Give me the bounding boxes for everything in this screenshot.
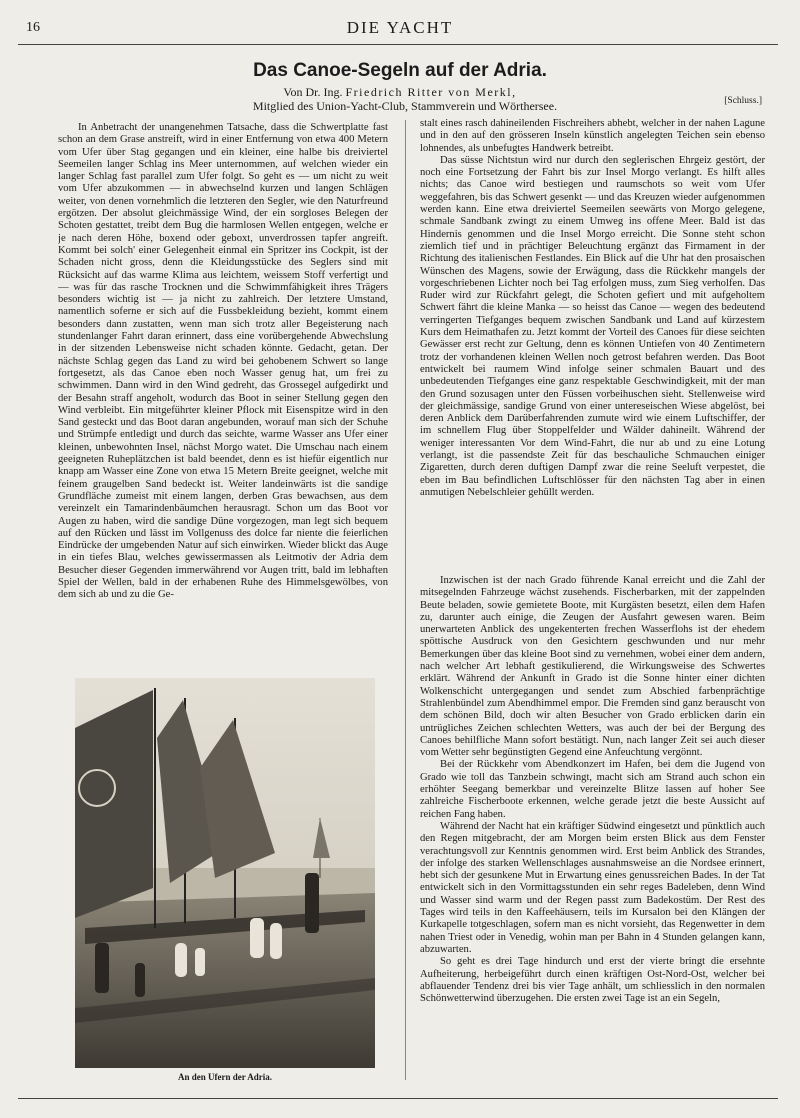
paragraph: stalt eines rasch dahineilenden Fischreihers abhebt, welcher in der nahen Lagune und in den auf den grösseren Inseln künstlich angelegten Teichen sein ebenso lohnendes, als unbefugtes Handwerk betreibt. bbox=[420, 118, 765, 154]
paragraph: Das süsse Nichtstun wird nur durch den seglerischen Ehrgeiz gestört, der noch eine Fortsetzung der Fahrt bis zur Insel Morgo verlangt. Es hilft alles nichts; das Canoe wird bestiegen und raumschots so weit vom Ufer weggefahren, bis das Schwert gesenkt — und das Kreuzen wieder aufgenommen werden kann. Eine etwa dreiviertel Seemeilen seewärts von Morgo gelegene, schmale Sandbank zwingt zu einem Umweg ins offene Meer. Bald ist das Hindernis genommen und die Insel Morgo erreicht. Die Sonne steht schon ziemlich tief und in prächtiger Beleuchtung ergänzt das Firmament in der Richtung des italienischen Festlandes. Ein Blick auf die Uhr hat den prosaischen Wünschen des Magens, sowie der Erwägung, dass die Rückkehr mangels der vorgeschriebenen Lichter noch bei Tag erfolgen muss, zum Sieg verholfen. Das Ruder wird zur Rückfahrt gelegt, die Schoten gefiert und mit aufgeholtem Schwert fährt die kleine Manka — so heisst das Canoe — wegen des bedeutend verringerten Tiefganges bequem zwischen Sandbank und Land auf kürzestem Kurs dem Heimathafen zu. Jetzt kommt der Vorteil des Canoes für diese seichten Gewässer erst recht zur Geltung, denn es können Untiefen von 40 Zentimetern trotz der vorhandenen kleinen Wellen noch getrost befahren werden. Das Boot entwickelt bei raumem Wind infolge seiner schmalen Bauart und des unbedeutenden Tiefganges eine ganz respektable Geschwindigkeit, mit der man den Grund sozusagen unter den Füssen vorbeihuschen sieht. Stellenweise wird der gleichmässige, sandige Grund von einer untereseischen Wiese abgelöst, bei deren Anblick dem Darüberfahrenden zumute wird wie einem Luftschiffer, der im schnellem Flug über Stoppelfelder und Wälder dahineilt. Während der weniger interessanten Vor dem Wind-Fahrt, die nur ab und zu eine Lotung verlangt, ist die passendste Zeit für das beschauliche Schmauchen einiger Zigaretten, durch deren duftigen Dampf zwar die reine Seeluft verpestet, die eben im Bau befindlichen Luftschlösser für den nächsten Tag aber in einen anmutigen Nebelschleier gehüllt werden. bbox=[420, 154, 765, 498]
article-title: Das Canoe-Segeln auf der Adria. bbox=[253, 60, 547, 81]
byline-prefix: Von Dr. Ing. bbox=[283, 85, 343, 99]
author-name: Friedrich Ritter von Merkl, bbox=[345, 85, 517, 99]
page-number: 16 bbox=[26, 20, 40, 35]
column-right-top bbox=[420, 118, 765, 573]
continuation-note: [Schluss.] bbox=[724, 96, 762, 106]
paragraph: In Anbetracht der unangenehmen Tatsache, dass die Schwertplatte fast schon an dem Grase anstreift, wird in einer Entfernung von etwa 400 Metern vom Ufer über Stag gegangen und ein kleiner, eine halbe bis dreiviertel Seemeilen langer Schlag ins Meer unternommen, auf welchen wieder ein langer Schlag fast parallel zum Ufer folgt. So geht es — um nicht zu weit vom Ufer abzukommen — in abwechselnd kurzen und langen Schlägen weiter, von denen vornehmlich die letzteren den Segler, wie den Naturfreund ergötzen. Der absolut gleichmässige Wind, der ein sorgloses Belegen der Schoten gestattet, treibt dem Bug die harmlosen Wellen entgegen, welche er je nach deren Höhe, boxend oder geboxt, unverdrossen tapfer angreift. Kommt bei solch' einer Gelegenheit einmal ein Spritzer ins Cockpit, ist der Schaden nicht gross, denn die Kleidungsstücke des Seglers sind mit Rücksicht auf das warme Klima aus leichtem, weissem Stoff verfertigt und — was für das rasche Trocknen und die Schwimmfähigkeit ihres Trägers besonders wichtig ist — ja nicht zu zahlreich. Der letztere Umstand, namentlich soferne er sich auf die Fussbekleidung bezieht, kommt einem besonders dann zustatten, wenn man sich trotz aller Begeisterung nach stundenlanger Fahrt daran erinnert, dass eine vorübergehende Abwechslung in der sitzenden Lebensweise nicht schaden könnte. Gedacht, getan. Der nächste Schlag gegen das Land zu wird bei gehobenem Schwert so lange fortgesetzt, als das Canoe eben noch Wasser genug hat, um frei zu schwimmen. Dann wird in den Wind gedreht, das Grossegel aufgedirkt und der Besahn straff angeholt, wodurch das Boot in seiner Stellung gegen den Wind verbleibt. Ein mitgeführter kleiner Pflock mit Eisenspitze wird in den Sand gesteckt und das Boot daran angebunden, worauf man sich der Schuhe und Strümpfe entledigt und durch das seichte, warme Wasser ans Ufer einer kleinen, unbewohnten Insel, nächst Morgo watet. Die Umschau nach einem geeigneten Ruheplätzchen ist bald beendet, denn es ist hiefür eigentlich nur knapp am Wasser eine Zone von etwa 15 Metern Breite geeignet, welche mit feinem graugelben Sand bedeckt ist. Weiter landeinwärts ist die sandige Grundfläche zumeist mit einem langen, derben Gras bewachsen, aus dem vereinzelt ein Tamarindenbäumchen herausragt. Schon um das Boot vor Augen zu haben, wird die sandige Düne vorgezogen, man legt sich bequem auf den Rücken und lässt im Vollgenuss des dolce far niente die feierlichen Eindrücke der umgebenden Natur auf sich einwirken. Wieder blickt das Auge in ein tiefes Blau, welches gewissermassen als Leitmotiv der Adria dem Besucher dieser Gegenden immerwährend vor Augen tritt, bald im lebhaften Spiel der Wellen, bald in der erhabenen Ruhe des Himmelsgewölbes, von dem sich ab und zu die Ge- bbox=[58, 122, 388, 601]
header-rule bbox=[18, 44, 778, 45]
paragraph: Während der Nacht hat ein kräftiger Südwind eingesetzt und pünktlich auch den Regen mitgebracht, der am Morgen beim ersten Blick aus dem Fenster verachtungsvoll zur Kenntnis genommen wird. Erst beim Anblick des Strandes, der infolge des starken Wellenschlages ausnahmsweise an die Nordsee erinnert, hebt sich der gesunkene Mut in Erwartung eines genussreichen Bades. In der Tat entwickelt sich in den Vormittagsstunden ein sehr reges Badeleben, denn Wind und Wasser sind warm und der Regen passt zum Badekostüm. Der Rest des Tages wird teils in den Kaffeehäusern, teils im Kursalon bei den Klängen der Kurkapelle totgeschlagen, sofern man es nicht vorsieht, das Regenwetter in dem nahen Triest oder in Venedig, wohin man per Bahn in 4 Stunden gelangen kann, abzuwarten. bbox=[420, 820, 765, 955]
running-head bbox=[0, 20, 800, 44]
author-affiliation: Mitglied des Union-Yacht-Club, Stammverein und Wörthersee. bbox=[252, 99, 558, 113]
photo-illustration bbox=[75, 678, 375, 1068]
journal-name: DIE YACHT bbox=[346, 18, 454, 37]
column-right-bottom bbox=[420, 575, 765, 1090]
column-left bbox=[58, 122, 388, 682]
footer-rule bbox=[18, 1098, 778, 1099]
paragraph: Inzwischen ist der nach Grado führende Kanal erreicht und die Zahl der mitsegelnden Fahrzeuge wächst zusehends. Fischerbarken, mit der zappelnden Beute beladen, sowie gemietete Boote, mit Kurgästen besetzt, eilen dem Hafen zu, darunter auch einige, die Zeugen der Ausfahrt gewesen waren. Beim unerwarteten Anblick des ungekenterten frechen Wasserflohs ist der ehedem spöttische Ausdruck von den Gesichtern geschwunden und nur mehr Bemerkungen über das kleine Boot sind zu vernehmen, wobei einer dem andern, nach welcher Art lebhaft gestikulierend, die Wirkungsweise des Schwertes erklärt. Während der Ankunft in Grado ist die Sonne hinter einer dichten Wolkenschicht untergegangen und sendet zum Abschied farbenprächtige Strahlenbündel zum Abendhimmel empor. Die Fremden sind ganz berauscht von dem schönen Bild, doch wir alten Besucher von Grado erblicken darin ein untrügliches Zeichen schlechten Wetters, was auch der bei der Bergung des Canoes behilfliche Mann sofort bestätigt. Nun, nach langer Zeit sei auch dieser vom Wetter sehr begünstigten Gegend eine Anfeuchtung vergönnt. bbox=[420, 575, 765, 759]
photo-sailing-boats bbox=[75, 678, 375, 1068]
figure-caption: An den Ufern der Adria. bbox=[177, 1072, 273, 1082]
paragraph: So geht es drei Tage hindurch und erst der vierte bringt die ersehnte Aufheiterung, herbeigeführt durch einen kräftigen Ost-Nord-Ost, welcher bei abflauender Tendenz drei bis vier Tage anhält, um schliesslich in den normalen Schönwetterwind überzugehen. Die ersten zwei Tage ist an ein Segeln, bbox=[420, 956, 765, 1005]
byline bbox=[0, 85, 800, 113]
column-divider bbox=[405, 120, 406, 1080]
sail-left bbox=[75, 690, 153, 918]
paragraph: Bei der Rückkehr vom Abendkonzert im Hafen, bei dem die Jugend von Grado wie toll das Tanzbein schwingt, macht sich am Strand auch schon ein erhöhter Seegang bemerkbar und vereinzelte Blitze lassen auf hoher See zahlreiche Fischerboote erkennen, welche gerade jetzt die beste Aussicht auf reichen Fang haben. bbox=[420, 759, 765, 820]
